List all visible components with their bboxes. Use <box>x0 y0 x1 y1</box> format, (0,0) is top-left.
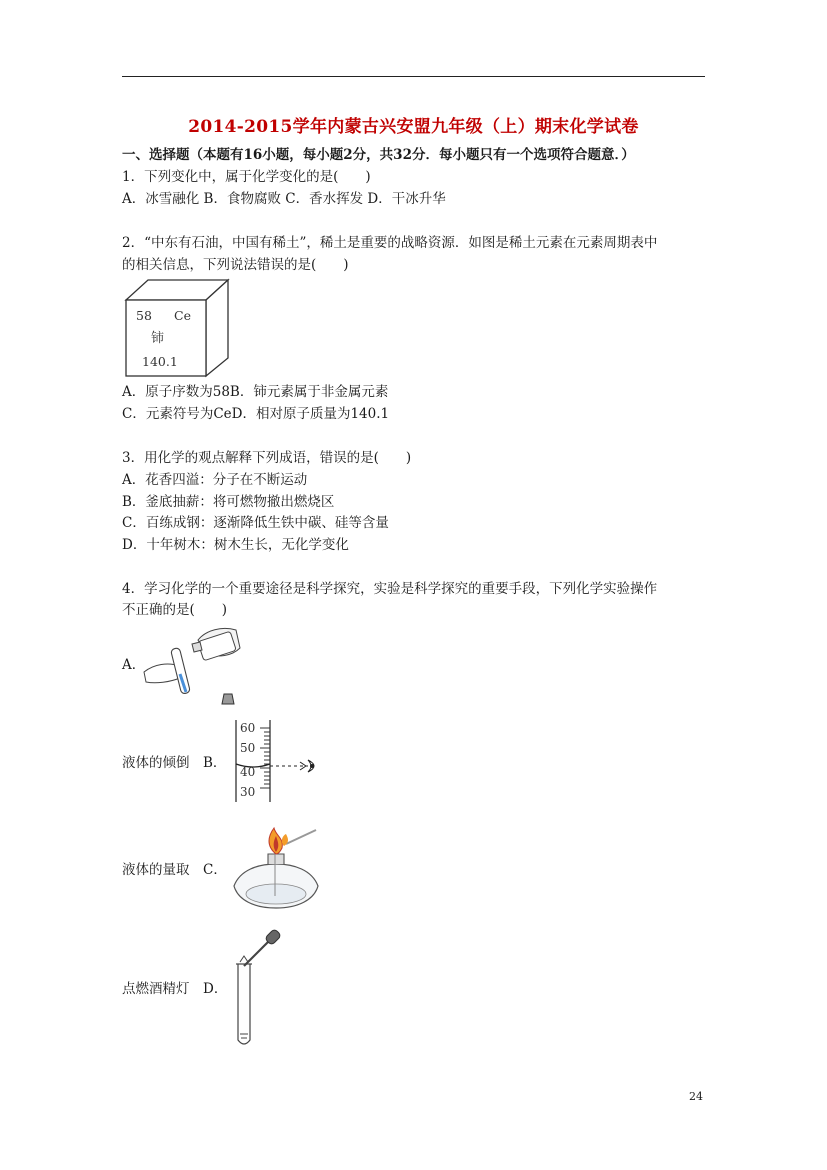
element-name: 铈 <box>151 331 165 346</box>
cylinder-tick-40: 40 <box>240 765 256 779</box>
element-cell-figure <box>124 278 232 378</box>
cylinder-tick-50: 50 <box>240 741 256 755</box>
exam-title: 2014-2015学年内蒙古兴安盟九年级（上）期末化学试卷 <box>188 117 639 137</box>
alcohol-lamp-illustration <box>230 824 326 916</box>
pouring-liquid-illustration <box>140 618 246 708</box>
q4-option-c-text: 液体的量取 C． <box>122 862 227 878</box>
q2-stem-line2: 的相关信息，下列说法错误的是( ) <box>122 257 349 273</box>
page-number: 24 <box>689 1090 703 1103</box>
q2-options-line1: A．原子序数为58B．铈元素属于非金属元素 <box>122 384 389 400</box>
element-symbol: Ce <box>174 308 191 323</box>
element-atomic-mass: 140.1 <box>142 354 178 369</box>
q4-option-a-label: A． <box>122 657 146 673</box>
q4-option-d-text: 点燃酒精灯 D． <box>122 981 228 997</box>
q3-stem: 3．用化学的观点解释下列成语，错误的是( ) <box>122 450 412 466</box>
cylinder-tick-60: 60 <box>240 721 256 735</box>
q3-option-d: D．十年树木：树木生长，无化学变化 <box>122 537 349 553</box>
q4-option-b-text: 液体的倾倒 B． <box>122 755 227 771</box>
cylinder-tick-30: 30 <box>240 785 256 799</box>
q1-options: A．冰雪融化 B．食物腐败 C．香水挥发 D．干冰升华 <box>122 191 446 207</box>
q4-stem-line1: 4．学习化学的一个重要途径是科学探究，实验是科学探究的重要手段，下列化学实验操作 <box>122 581 658 597</box>
q2-options-line2: C．元素符号为CeD．相对原子质量为140.1 <box>122 406 390 422</box>
header-rule <box>122 76 705 77</box>
q4-stem-line2: 不正确的是( ) <box>122 602 228 618</box>
section-heading: 一、选择题（本题有16小题，每小题2分，共32分．每小题只有一个选项符合题意．） <box>122 147 635 163</box>
q2-stem-line1: 2．“中东有石油，中国有稀土”，稀土是重要的战略资源．如图是稀土元素在元素周期表中 <box>122 235 658 251</box>
q3-option-a: A．花香四溢：分子在不断运动 <box>122 472 308 488</box>
test-tube-dropper-illustration <box>230 926 290 1052</box>
q3-option-c: C．百练成钢：逐渐降低生铁中碳、硅等含量 <box>122 515 389 531</box>
q3-option-b: B．釜底抽薪：将可燃物撤出燃烧区 <box>122 494 335 510</box>
element-atomic-number: 58 <box>136 308 152 323</box>
measuring-cylinder-illustration <box>230 716 320 804</box>
q1-stem: 1．下列变化中，属于化学变化的是( ) <box>122 169 371 185</box>
